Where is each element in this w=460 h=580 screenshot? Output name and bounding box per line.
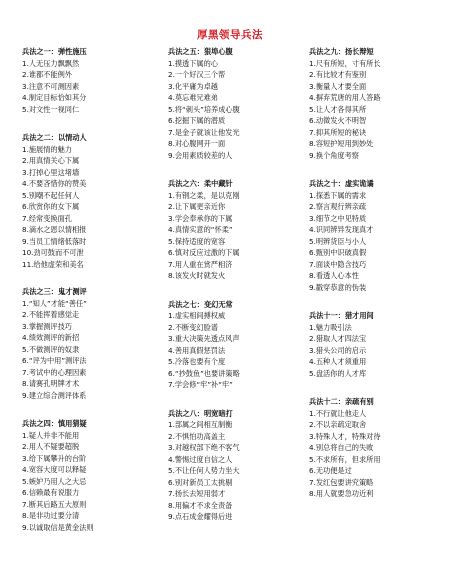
list-item: 6.动徵发火不明智 bbox=[309, 116, 367, 125]
list-item: 5.盘活你的人才库 bbox=[309, 368, 367, 378]
list-item: 2.用人不疑要超脱 bbox=[22, 442, 80, 451]
list-item: 2.不断变幻脸谱 bbox=[168, 322, 218, 332]
list-item: 4.不要吝惜你的赞美 bbox=[22, 179, 87, 188]
list-item: 2.不以亲疏定取舍 bbox=[309, 420, 367, 429]
list-item: 8.容短护短用到妙处 bbox=[309, 139, 374, 148]
section bbox=[22, 132, 164, 270]
list-item: 8.是非功过要分清 bbox=[22, 511, 80, 520]
section-title: 兵法之七：变幻无常 bbox=[168, 299, 233, 309]
list-item: 3.对越权部下绝不客气 bbox=[168, 443, 240, 452]
list-item: 2.谁都不能例外 bbox=[22, 70, 72, 79]
list-item: 5.让人才各得其所 bbox=[309, 104, 367, 114]
list-item: 1.人无压力飘飘然 bbox=[22, 58, 80, 68]
list-item: 7.学会修“牢”补“牢” bbox=[168, 380, 233, 389]
column-1 bbox=[22, 46, 164, 550]
list-item: 1.部属之间相互制衡 bbox=[168, 420, 233, 429]
list-item: 1.尺有所短，寸有所长 bbox=[309, 58, 381, 68]
section-title: 兵法之八：明宽暗打 bbox=[168, 408, 233, 418]
list-item: 5.不求所有，但求所用 bbox=[309, 454, 381, 464]
list-item: 1.不行就让他走人 bbox=[309, 408, 367, 418]
list-item: 4.宽容大度可以释疑 bbox=[22, 465, 87, 474]
list-item: 3.细节之中见特质 bbox=[309, 213, 367, 223]
list-item: 8.看透人心本性 bbox=[309, 271, 359, 280]
section-title: 兵法之十：虚实诡谲 bbox=[309, 179, 374, 188]
list-item: 9.当员工情绪低落时 bbox=[22, 236, 87, 246]
section bbox=[22, 418, 164, 533]
list-item: 2.让下属更亲近你 bbox=[168, 202, 226, 211]
list-item: 4.五种人才须重用 bbox=[309, 357, 367, 366]
list-item: 5.不做测评的奴隶 bbox=[22, 344, 80, 354]
section-title: 兵法之四：慎用猜疑 bbox=[22, 419, 87, 428]
list-item: 1.虚实相间搏权威 bbox=[168, 311, 226, 320]
list-item: 1.有钢之柔，是以克刚 bbox=[168, 190, 240, 200]
section bbox=[309, 396, 451, 500]
list-item: 6.慎对反应过激的下属 bbox=[168, 248, 240, 257]
section bbox=[168, 178, 310, 282]
list-item: 3.学会奉承你的下属 bbox=[168, 213, 233, 223]
list-item: 1.摸透下属的心 bbox=[168, 58, 218, 68]
list-item: 5.嫉妒乃用人之大忌 bbox=[22, 476, 87, 486]
list-item: 3.衡量人才要全面 bbox=[309, 81, 367, 91]
list-item: 5.将“刺头”培养成心腹 bbox=[168, 104, 240, 114]
list-item: 5.不让任何人势力坐大 bbox=[168, 466, 240, 475]
list-item: 7.用人重在赏严相济 bbox=[168, 259, 233, 269]
list-item: 9.以诚取信是黄金法则 bbox=[22, 522, 94, 532]
section-title: 兵法之五：狠埠心腹 bbox=[168, 47, 233, 56]
list-item: 7.面谈中隐含技巧 bbox=[309, 259, 367, 269]
section bbox=[22, 46, 164, 115]
section bbox=[168, 46, 310, 161]
list-item: 4.警惕过度自信之人 bbox=[168, 454, 233, 464]
section bbox=[309, 310, 451, 379]
list-item: 2.有比较才有鉴别 bbox=[309, 70, 367, 79]
section bbox=[309, 46, 451, 161]
list-item: 8.请赛孔明牌才术 bbox=[22, 379, 80, 388]
list-item: 6.“评为中用”测评法 bbox=[22, 356, 87, 365]
list-item: 6.“抄鼓鱼”也要讲策略 bbox=[168, 368, 240, 378]
list-item: 9.戳穿恭意的伪装 bbox=[309, 282, 367, 292]
list-item: 4.识同辨异发现真才 bbox=[309, 225, 374, 234]
list-item: 3.打掉心里这堵墙 bbox=[22, 167, 80, 177]
list-item: 6.挖掘下属的潜质 bbox=[168, 116, 226, 125]
section bbox=[309, 178, 451, 293]
list-item: 1.疑人并非不能用 bbox=[22, 430, 80, 440]
list-item: 7.发红包要讲究策略 bbox=[309, 477, 374, 487]
list-item: 8.用偏才不求全责备 bbox=[168, 500, 233, 510]
section-title: 兵法之二：以情动人 bbox=[22, 133, 87, 142]
section-title: 兵法之六：柔中藏针 bbox=[168, 179, 233, 188]
list-item: 7.经常变换面孔 bbox=[22, 213, 72, 223]
list-item: 4.别总将自己的失败 bbox=[309, 443, 374, 452]
list-item: 6.无功便是过 bbox=[309, 466, 352, 475]
list-item: 6.别对新员工太挑剔 bbox=[168, 477, 233, 487]
list-item: 1.“知人”才能“善任” bbox=[22, 298, 87, 308]
list-item: 3.猎头公司的启示 bbox=[309, 345, 367, 355]
list-item: 1.魅力吸引法 bbox=[309, 322, 352, 332]
list-item: 6.甄别中识破真假 bbox=[309, 248, 367, 257]
section-title: 兵法之一：弹性施压 bbox=[22, 47, 87, 56]
section-title: 兵法十二：亲疏有别 bbox=[309, 397, 374, 406]
list-item: 8.用人就要急功近利 bbox=[309, 489, 374, 498]
list-item: 10.劲可鼓而不可泄 bbox=[22, 248, 84, 257]
page-title: 厚黑领导兵法 bbox=[197, 29, 263, 41]
section-title: 兵法之九：扬长辩短 bbox=[309, 47, 374, 56]
list-item: 1.探悉下属的需求 bbox=[309, 190, 367, 200]
list-item: 5.明辨货臣与小人 bbox=[309, 236, 367, 246]
list-item: 8.对心腹网开一面 bbox=[168, 139, 226, 148]
section-title: 兵法之三：鬼才测评 bbox=[22, 287, 87, 296]
list-item: 11.给他虚荣和美名 bbox=[22, 259, 84, 269]
section-title: 兵法十一：猎才用间 bbox=[309, 311, 374, 320]
list-item: 5.别嘲不起任何人 bbox=[22, 190, 80, 200]
list-item: 5.保持适度的宽容 bbox=[168, 236, 226, 246]
list-item: 9.点石成金耀得后进 bbox=[168, 512, 233, 521]
list-item: 2.一个好汉三个帮 bbox=[168, 70, 226, 79]
list-item: 4.制定目标恰如其分 bbox=[22, 93, 87, 102]
list-item: 3.掌握测评技巧 bbox=[22, 321, 72, 331]
list-item: 8.该发火时就发火 bbox=[168, 271, 226, 280]
list-item: 7.断其后路五大原则 bbox=[22, 499, 87, 509]
list-item: 2.猎取人才四法宝 bbox=[309, 334, 367, 343]
section bbox=[168, 408, 310, 523]
list-item: 1.施展情的魅力 bbox=[22, 144, 72, 154]
list-item: 8.滴水之恩以情相报 bbox=[22, 225, 87, 234]
list-item: 2.察言观行辨亲疏 bbox=[309, 202, 367, 211]
list-item: 4.真情实意的“怀柔” bbox=[168, 225, 233, 234]
section bbox=[22, 286, 164, 401]
list-item: 9.换个角度考察 bbox=[309, 150, 359, 160]
list-item: 5.对文性一视同仁 bbox=[22, 104, 80, 114]
list-item: 6.信赖最有说服力 bbox=[22, 488, 80, 497]
list-item: 6.欣赏你的女下属 bbox=[22, 202, 80, 211]
list-item: 4.莫忘难兄难弟 bbox=[168, 93, 218, 102]
list-item: 2.不惧怕功高盖主 bbox=[168, 431, 226, 441]
column-3 bbox=[309, 46, 451, 517]
list-item: 9.建立综合测评体系 bbox=[22, 390, 87, 400]
list-item: 7.扬长去短用弱才 bbox=[168, 489, 226, 498]
list-item: 2.不能挥着感觉走 bbox=[22, 310, 80, 319]
list-item: 7.考试中的心理因素 bbox=[22, 367, 87, 377]
list-item: 3.重大决策先透点风声 bbox=[168, 334, 240, 343]
list-item: 3.特殊人才，特殊对待 bbox=[309, 431, 381, 441]
list-item: 4.摒弃荒唐的用人答路 bbox=[309, 93, 381, 102]
list-item: 3.给下属攀升的台阶 bbox=[22, 453, 87, 463]
list-item: 3.注意不可测因素 bbox=[22, 81, 80, 91]
list-item: 5.冷落也要有个度 bbox=[168, 357, 226, 366]
list-item: 4.善用真假惩罚法 bbox=[168, 345, 226, 355]
section bbox=[168, 299, 310, 391]
list-item: 2.用真情关心下属 bbox=[22, 156, 80, 165]
column-2 bbox=[168, 46, 310, 540]
list-item: 7.是金子就该让他发光 bbox=[168, 127, 240, 137]
list-item: 7.抑其所短的秘诀 bbox=[309, 127, 367, 137]
list-item: 4.绩效测评的新招 bbox=[22, 333, 80, 342]
list-item: 3.化平庸为卓越 bbox=[168, 81, 218, 91]
list-item: 9.会用素质较差的人 bbox=[168, 150, 233, 160]
